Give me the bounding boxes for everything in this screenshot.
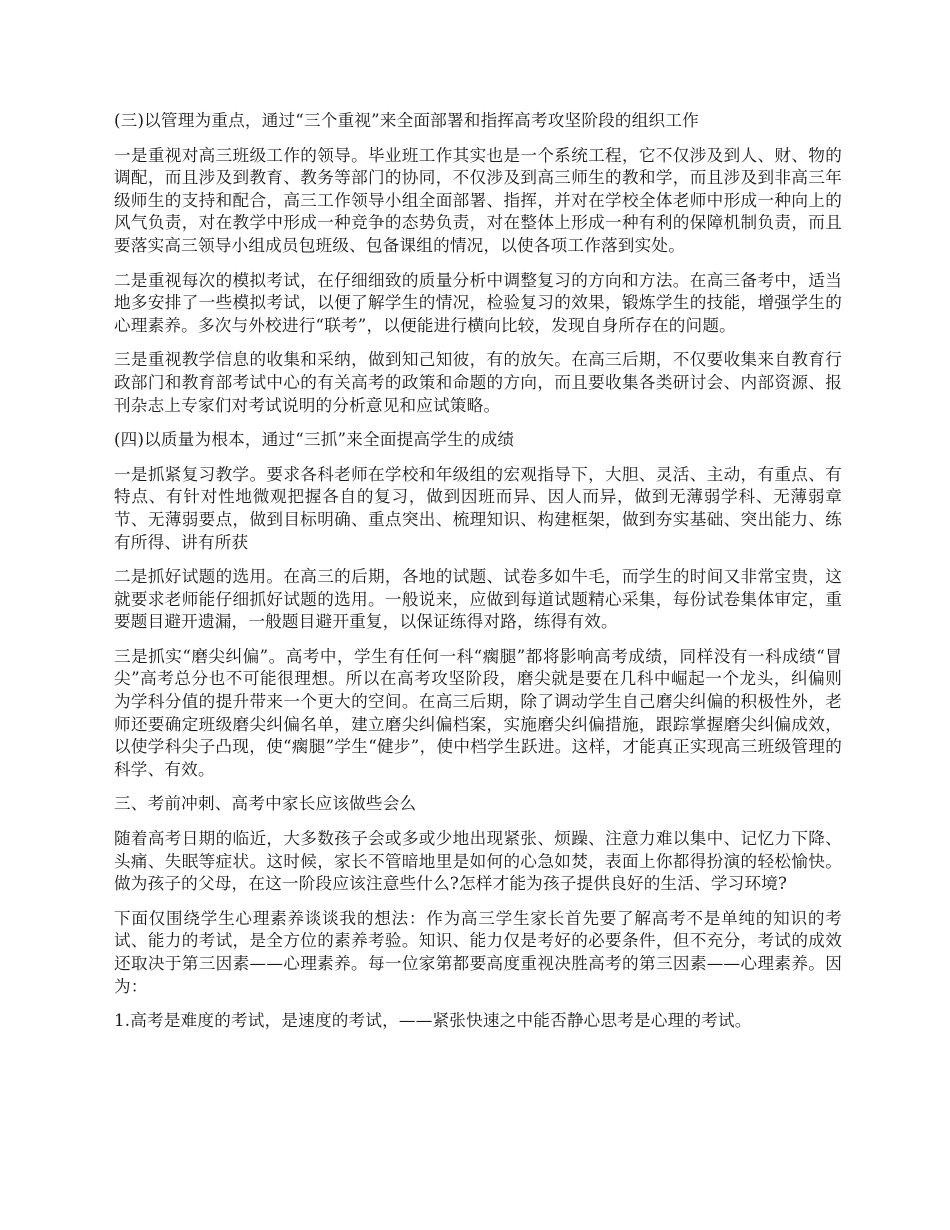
- list-item: 1.高考是难度的考试，是速度的考试，——紧张快速之中能否静心思考是心理的考试。: [114, 1011, 752, 1031]
- heading-section-3: (三)以管理为重点，通过“三个重视”来全面部署和指挥高考攻坚阶段的组织工作: [114, 111, 699, 130]
- paragraph: 三是重视教学信息的收集和采纳，做到知己知彼，有的放矢。在高三后期，不仅要收集来自教育行政部门和教育部考试中心的有关高考的政策和命题的方向，而且要收集各类研讨会、内部资源、报刊杂志上专家们对考试说明的分析意见和应试策略。: [114, 350, 842, 415]
- paragraph: 下面仅围绕学生心理素养谈谈我的想法：作为高三学生家长首先要了解高考不是单纯的知识的考试、能力的考试，是全方位的素养考验。知识、能力仅是考好的必要条件，但不充分，考试的成效还取决于第三因素——心理素养。每一位家第都要高度重视决胜高考的第三因素——心理素养。因为：: [114, 908, 842, 996]
- paragraph: 二是抓好试题的选用。在高三的后期，各地的试题、试卷多如牛毛，而学生的时间又非常宝贵，这就要求老师能仔细抓好试题的选用。一般说来，应做到每道试题精心采集，每份试卷集体审定，重要题目避开遗漏，一般题目避开重复，以保证练得对路，练得有效。: [114, 567, 842, 632]
- paragraph: 随着高考日期的临近，大多数孩子会或多或少地出现紧张、烦躁、注意力难以集中、记忆力下降、头痛、失眠等症状。这时候，家长不管暗地里是如何的心急如焚，表面上你都得扮演的轻松愉快。做为孩子的父母，在这一阶段应该注意些什么?怎样才能为孩子提供良好的生活、学习环境?: [114, 829, 842, 894]
- paragraph: 三是抓实“磨尖纠偏”。高考中，学生有任何一科“瘸腿”都将影响高考成绩，同样没有一科成绩“冒尖”高考总分也不可能很理想。所以在高考攻坚阶段，磨尖就是要在几科中崛起一个龙头，纠偏则为学科分值的提升带来一个更大的空间。在高三后期，除了调动学生自己磨尖纠偏的积极性外，老师还要确定班级磨尖纠偏名单，建立磨尖纠偏档案，实施磨尖纠偏措施，跟踪掌握磨尖纠偏成效，以使学科尖子凸现，使“瘸腿”学生“健步”，使中档学生跃进。这样，才能真正实现高三班级管理的科学、有效。: [114, 646, 842, 779]
- document-body: [114, 110, 842, 1045]
- heading-section-4: (四)以质量为根本，通过“三抓”来全面提高学生的成绩: [114, 430, 515, 450]
- paragraph: 一是重视对高三班级工作的领导。毕业班工作其实也是一个系统工程，它不仅涉及到人、财、物的调配，而且涉及到教育、教务等部门的协同，不仅涉及到高三师生的教和学，而且涉及到非高三年级师生的支持和配合，高三工作领导小组全面部署、指挥，并对在学校全体老师中形成一种向上的风气负责，对在教学中形成一种竞争的态势负责，对在整体上形成一种有利的保障机制负责，而且要落实高三领导小组成员包班级、包备课组的情况，以使各项工作落到实处。: [114, 145, 842, 255]
- heading-part-3: 三、考前冲刺、高考中家长应该做些会么: [114, 794, 417, 814]
- paragraph: 二是重视每次的模拟考试，在仔细细致的质量分析中调整复习的方向和方法。在高三备考中，适当地多安排了一些模拟考试，以便了解学生的情况，检验复习的效果，锻炼学生的技能，增强学生的心理素养。多次与外校进行“联考”，以便能进行横向比较，发现自身所存在的问题。: [114, 270, 842, 335]
- paragraph: 一是抓紧复习教学。要求各科老师在学校和年级组的宏观指导下，大胆、灵活、主动，有重点、有特点、有针对性地微观把握各自的复习，做到因班而异、因人而异，做到无薄弱学科、无薄弱章节、无薄弱要点，做到目标明确、重点突出、梳理知识、构建框架，做到夯实基础、突出能力、练有所得、讲有所获: [114, 464, 842, 552]
